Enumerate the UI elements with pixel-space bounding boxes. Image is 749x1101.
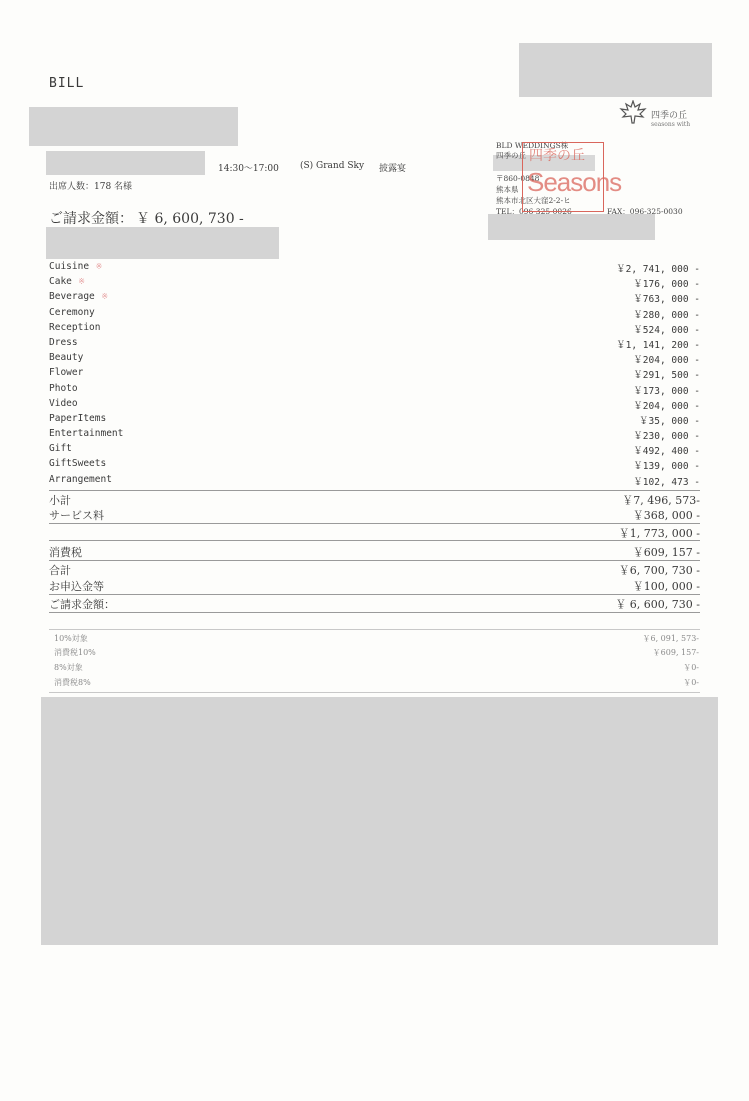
line-item-label: Beverage	[49, 291, 95, 303]
line-item-value: ￥230, 000 -	[633, 431, 700, 443]
line-item-row	[49, 383, 700, 398]
subtotal-label: 小計	[49, 494, 71, 507]
line-item-value: ￥204, 000 -	[633, 355, 700, 367]
rule-tax	[49, 560, 700, 561]
line-items	[49, 261, 700, 489]
company-line2: 四季の丘	[496, 151, 526, 160]
line-item-row	[49, 352, 700, 367]
line-item-label: Ceremony	[49, 306, 95, 318]
line-item-label: Cuisine	[49, 261, 90, 272]
venue-name: (S) Grand Sky	[300, 161, 365, 171]
rule-subtotal	[49, 490, 700, 491]
redacted-block-address	[488, 214, 655, 240]
company-prefecture: 熊本県	[496, 185, 519, 194]
line-item-label: Flower	[49, 367, 84, 379]
rule-deposit	[49, 594, 700, 595]
line-item-label: PaperItems	[49, 412, 107, 424]
line-item-value: ￥524, 000 -	[633, 324, 700, 336]
line-item-label: Photo	[49, 382, 78, 394]
stamp-text: Seasons	[527, 167, 622, 197]
total-label: 合計	[49, 564, 71, 577]
tax-mark: ※	[78, 277, 85, 287]
line-item-row	[49, 367, 700, 382]
subtotal-value: ￥7, 496, 573-	[622, 494, 700, 507]
redacted-block-top-right	[519, 43, 712, 97]
line-item-label: Beauty	[49, 352, 84, 364]
line-item-label: Gift	[49, 443, 72, 455]
event-time: 14:30〜17:00	[218, 164, 279, 174]
redacted-block-name	[29, 107, 238, 146]
line-item-row	[49, 291, 700, 306]
attendance-count: 出席人数：178 名様	[49, 182, 133, 192]
stamp-top-text: 四季の丘	[529, 148, 585, 164]
line-item-value: ￥2, 741, 000 -	[616, 264, 700, 275]
rule-bottom	[49, 692, 700, 693]
logo-name: 四季の丘	[651, 111, 688, 121]
redacted-block-subtitle	[46, 227, 279, 259]
deposit-label: お申込金等	[49, 580, 104, 593]
tax-row-value: ￥0-	[683, 663, 699, 672]
company-fax: FAX：096-325-0030	[607, 207, 683, 216]
tax-value: ￥609, 157 -	[632, 546, 700, 559]
line-item-value: ￥102, 473 -	[633, 476, 700, 488]
company-stamp	[522, 142, 622, 212]
total-value: ￥6, 700, 730 -	[618, 564, 700, 577]
line-item-label: GiftSweets	[49, 458, 107, 470]
line-item-value: ￥1, 141, 200 -	[616, 339, 700, 351]
line-item-row	[49, 276, 700, 291]
blank-value: ￥1, 773, 000 -	[618, 527, 700, 540]
company-postal: 〒860-0848	[496, 174, 540, 183]
billed-label: ご請求金額：	[49, 598, 115, 611]
tax-row-label: 10%対象	[54, 634, 88, 643]
rule-blank	[49, 540, 700, 541]
line-item-value: ￥204, 000 -	[633, 400, 700, 412]
tax-label: 消費税	[49, 546, 82, 559]
line-item-label: Entertainment	[49, 428, 124, 440]
tax-row-label: 消費税10%	[54, 648, 96, 657]
line-item-value: ￥139, 000 -	[633, 461, 700, 473]
company-tel: TEL：096-325-0026	[496, 207, 572, 216]
line-item-value: ￥492, 400 -	[633, 446, 700, 458]
rule-billed	[49, 612, 700, 613]
deposit-value: ￥100, 000 -	[632, 580, 700, 593]
billed-value: ￥ 6, 600, 730 -	[615, 598, 700, 611]
redacted-block-event	[46, 151, 205, 175]
event-type: 披露宴	[379, 164, 407, 174]
line-item-row	[49, 307, 700, 322]
line-item-label: Cake	[49, 276, 72, 288]
line-item-label: Reception	[49, 321, 101, 333]
rule-service	[49, 523, 700, 524]
line-item-row	[49, 413, 700, 428]
logo-subtitle: seasons with	[651, 121, 691, 128]
maple-leaf-icon	[618, 100, 648, 128]
company-address: 熊本市北区大窪2-2-ヒ	[496, 196, 571, 205]
line-item-row	[49, 474, 700, 489]
line-item-row	[49, 428, 700, 443]
tax-mark: ※	[95, 262, 103, 271]
tax-row-value: ￥609, 157-	[652, 648, 699, 657]
line-item-value: ￥280, 000 -	[633, 309, 700, 321]
line-item-value: ￥291, 500 -	[633, 370, 700, 382]
header-total-label: ご請求金額：	[49, 211, 133, 227]
line-item-value: ￥173, 000 -	[633, 385, 700, 397]
company-line1: BLD WEDDINGS株	[496, 141, 569, 150]
page-title: BILL	[49, 76, 85, 91]
tax-row-value: ￥0-	[683, 678, 699, 687]
line-item-row	[49, 322, 700, 337]
line-item-label: Arrangement	[49, 473, 112, 485]
line-item-row	[49, 443, 700, 458]
tax-row-label: 8%対象	[54, 663, 83, 672]
line-item-value: ￥35, 000 -	[639, 415, 700, 427]
line-item-row	[49, 458, 700, 473]
line-item-row	[49, 398, 700, 413]
line-item-value: ￥176, 000 -	[633, 279, 700, 291]
line-item-value: ￥763, 000 -	[633, 294, 700, 306]
tax-mark: ※	[101, 292, 109, 302]
line-item-row	[49, 261, 700, 276]
header-total-value: ￥ 6, 600, 730 -	[136, 211, 244, 227]
line-item-row	[49, 337, 700, 352]
service-value: ￥368, 000 -	[632, 509, 700, 522]
line-item-label: Dress	[49, 336, 78, 348]
service-label: サービス料	[49, 509, 104, 522]
tax-row-label: 消費税8%	[54, 678, 91, 687]
tax-row-value: ￥6, 091, 573-	[642, 634, 699, 643]
redacted-block-large	[41, 697, 718, 945]
rule-tax-breakdown	[49, 629, 700, 630]
line-item-label: Video	[49, 397, 78, 409]
